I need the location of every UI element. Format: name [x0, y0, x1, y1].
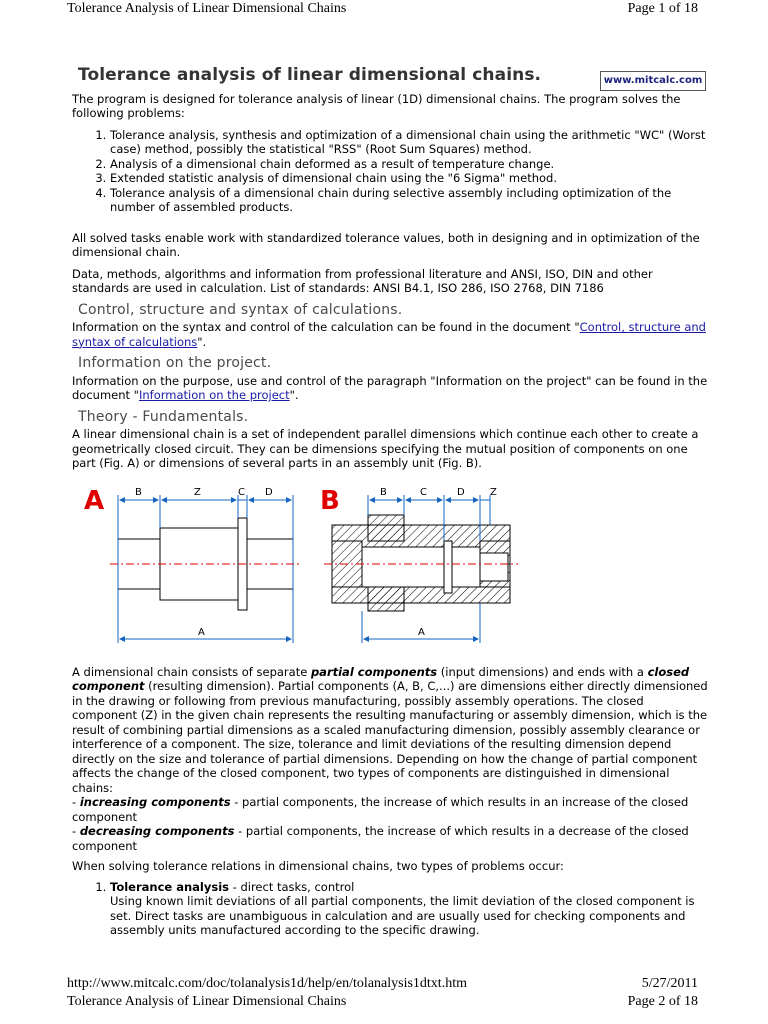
- theory-paragraph: A linear dimensional chain is a set of independent parallel dimensions which continue each other to create a geometrically closed circuit. They can be dimensions specifying the mutual position of components on one part (Fig. A) or dimensions of several parts in an assembly unit (Fig. B).: [72, 427, 699, 470]
- footer-url: http://www.mitcalc.com/doc/tolanalysis1d/help/en/tolanalysis1dtxt.htm: [67, 976, 467, 991]
- problem-list: [72, 128, 708, 215]
- dimensional-chain-figure: [72, 483, 708, 655]
- solved-paragraph: All solved tasks enable work with standardized tolerance values, both in designing and in optimization of the dimensional chain.: [72, 230, 700, 259]
- increasing-label: increasing components: [79, 795, 231, 809]
- svg-text:B: B: [380, 486, 387, 498]
- data-paragraph: Data, methods, algorithms and information from professional literature and ANSI, ISO, DIN and other standards are used in calculation. List of standards: ANSI B4.1, ISO 286, ISO 2768, DIN 7186: [72, 266, 653, 295]
- section-control-text: Information on the syntax and control of the calculation can be found in the document "Control, structure and syntax of calculations".: [72, 320, 706, 349]
- chain-explanation: [72, 665, 708, 938]
- figure-svg: [72, 483, 708, 655]
- page-header-title: Tolerance Analysis of Linear Dimensional Chains: [67, 1, 347, 16]
- control-structure-link[interactable]: Control, structure and syntax of calculations: [72, 320, 706, 349]
- chain-paragraph: A dimensional chain consists of separate partial components (input dimensions) and ends with a closed component (resulting dimension). Partial components (A, B, C,...) are dimensions either directly dimensioned in the drawing or following from previous manufacturing, possibly assembly operations. The closed component (Z) in the given chain represents the resulting manufacturing or assembly dimension, which is the result of combining partial dimensions as a scaled manufacturing dimension, possibly assembly clearance or interference of a component. The size, tolerance and limit deviations of the resulting dimension depend directly on the size and tolerance of partial dimensions. Depending on how the change of partial component affects the change of the closed component, two types of components are distinguished in dimensional chains: - increasing components - partial components, the increase of which results in an increase of the closed component - decreasing components - partial components, the increase of which results in a decrease of the closed component: [72, 664, 708, 853]
- figure-a-label: A: [84, 485, 105, 516]
- svg-text:B: B: [135, 486, 142, 498]
- problem-type-list: [72, 880, 708, 938]
- svg-text:A: A: [198, 626, 205, 638]
- footer-page-number: Page 2 of 18: [627, 994, 698, 1009]
- problem-item: 4. Tolerance analysis of a dimensional chain during selective assembly including optimization of the number of assembled products.: [110, 186, 708, 215]
- section-project-text: Information on the purpose, use and control of the paragraph "Information on the project" can be found in the document "Information on the project".: [72, 373, 708, 402]
- svg-text:Z: Z: [194, 486, 201, 498]
- problem-item: 2. Analysis of a dimensional chain deformed as a result of temperature change.: [110, 157, 708, 172]
- mitcalc-link-badge[interactable]: www.mitcalc.com: [600, 71, 706, 91]
- footer-date: 5/27/2011: [641, 976, 698, 991]
- svg-text:C: C: [420, 486, 427, 498]
- doc-title: Tolerance analysis of linear dimensional chains.: [78, 65, 542, 85]
- intro-paragraph: The program is designed for tolerance analysis of linear (1D) dimensional chains. The program solves the following problems:: [72, 91, 681, 120]
- svg-text:Z: Z: [490, 486, 497, 498]
- problem-item: 3. Extended statistic analysis of dimensional chain using the "6 Sigma" method.: [110, 171, 708, 186]
- figure-a-labels: [135, 487, 273, 638]
- problem-item: 1. Tolerance analysis, synthesis and optimization of a dimensional chain using the arithmetic "WC" (Worst case) method, possibly the statistical "RSS" (Root Sum Squares) method.: [110, 128, 708, 157]
- figure-a-dimensions: [118, 495, 293, 643]
- svg-text:D: D: [265, 486, 273, 498]
- figure-b-label: B: [320, 485, 340, 516]
- page-header-number: Page 1 of 18: [627, 1, 698, 16]
- problem-types-paragraph: When solving tolerance relations in dimensional chains, two types of problems occur:: [72, 859, 564, 873]
- footer-title: Tolerance Analysis of Linear Dimensional Chains: [67, 994, 347, 1009]
- svg-text:A: A: [418, 626, 425, 638]
- svg-text:D: D: [457, 486, 465, 498]
- tolerance-analysis-item: 1. Tolerance analysis - direct tasks, control Using known limit deviations of all partial components, the limit deviation of the closed component is set. Direct tasks are unambiguous in calculation and are usually used for checking components and assembly units manufactured according to the specific drawing.: [110, 880, 708, 938]
- project-info-link[interactable]: Information on the project: [138, 388, 290, 402]
- svg-text:C: C: [238, 486, 245, 498]
- document-body: [72, 65, 708, 938]
- section-project-title: Information on the project.: [78, 355, 272, 371]
- decreasing-label: decreasing components: [79, 824, 235, 838]
- section-control-title: Control, structure and syntax of calculations.: [78, 301, 403, 318]
- section-theory-title: Theory - Fundamentals.: [78, 408, 249, 425]
